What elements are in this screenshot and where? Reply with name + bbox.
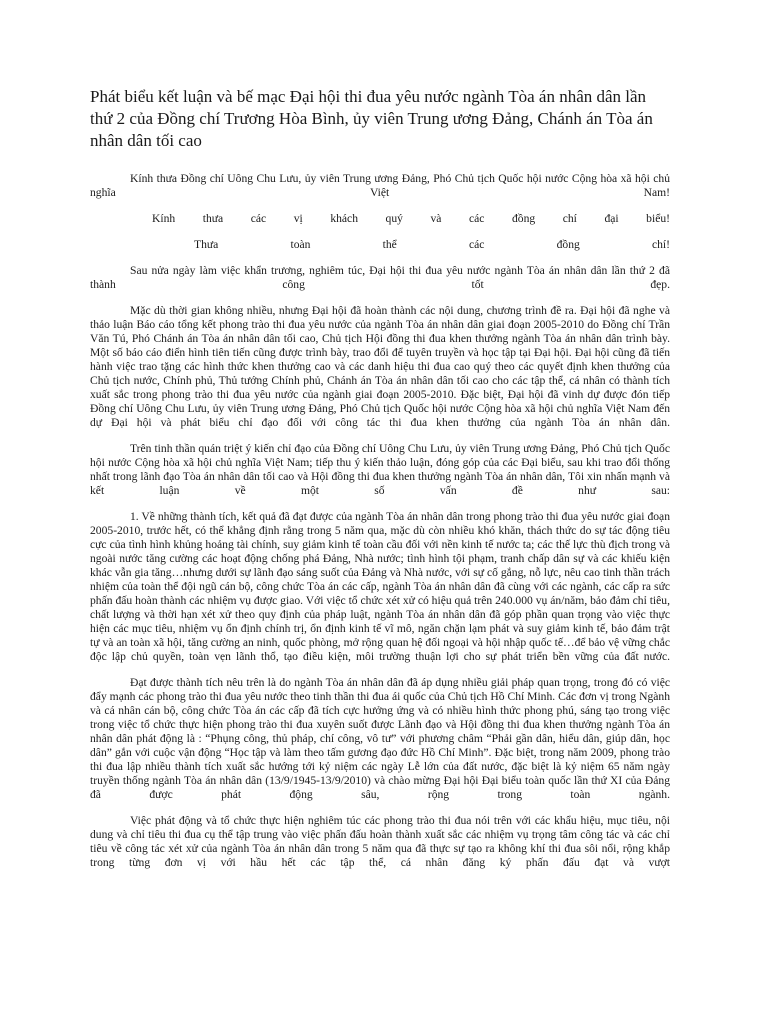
body-paragraph: Sau nửa ngày làm việc khẩn trương, nghiêm túc, Đại hội thi đua yêu nước ngành Tòa án nhân dân lần thứ 2 đã thành công tốt đẹp.: [90, 264, 670, 291]
greeting-paragraph: Thưa toàn thể các đồng chí!: [194, 238, 670, 251]
greeting-paragraph: Kính thưa Đồng chí Uông Chu Lưu, ủy viên Trung ương Đảng, Phó Chủ tịch Quốc hội nước Cộng hòa xã hội chủ nghĩa Việt Nam!: [90, 172, 670, 199]
document-page: [90, 86, 670, 870]
body-paragraph: Trên tinh thần quán triệt ý kiến chỉ đạo của Đồng chí Uông Chu Lưu, ủy viên Trung ương Đảng, Phó Chủ tịch Quốc hội nước Cộng hòa xã hội chủ nghĩa Việt Nam; tiếp thu ý kiến thảo luận, đóng góp của các Đại biểu, sau khi trao đổi thống nhất trong lãnh đạo Tòa án nhân dân tối cao và Hội đồng thi đua khen thưởng ngành Tòa án nhân dân, Tôi xin nhấn mạnh và kết luận về một số vấn đề như sau:: [90, 442, 670, 497]
body-paragraph: Việc phát động và tổ chức thực hiện nghiêm túc các phong trào thi đua nói trên với các khẩu hiệu, mục tiêu, nội dung và chỉ tiêu thi đua cụ thể tập trung vào việc phấn đấu hoàn thành xuất sắc các nhiệm vụ trọng tâm công tác và các chỉ tiêu về công tác xét xử của ngành Tòa án nhân dân trong 5 năm qua đã thực sự tạo ra không khí thi đua sôi nổi, rộng khắp trong từng đơn vị với hầu hết các tập thể, cá nhân đăng ký phấn đấu đạt và vượt: [90, 814, 670, 869]
greeting-paragraph: Kính thưa các vị khách quý và các đồng chí đại biểu!: [152, 212, 670, 225]
body-paragraph: Đạt được thành tích nêu trên là do ngành Tòa án nhân dân đã áp dụng nhiều giải pháp quan trọng, trong đó có việc đẩy mạnh các phong trào thi đua yêu nước theo tinh thần thi đua ái quốc của Chủ tịch Hồ Chí Minh. Các đơn vị trong Ngành và cá nhân cán bộ, công chức Tòa án các cấp đã tích cực hưởng ứng và có nhiều hình thức phong phú, sáng tạo trong việc trong việc tổ chức thực hiện phong trào thi đua xuyên suốt được Lãnh đạo và Hội đồng thi đua khen thưởng ngành Tòa án nhân dân phát động là : “Phụng công, thủ pháp, chí công, vô tư” với phương châm “Phải gần dân, hiểu dân, giúp dân, học dân” gắn với cuộc vận động “Học tập và làm theo tấm gương đạo đức Hồ Chí Minh”. Đặc biệt, trong năm 2009, phong trào thi đua lập nhiều thành tích xuất sắc hướng tới kỷ niệm các ngày Lễ lớn của đất nước, đặc biệt là kỷ niệm 65 năm ngày truyền thống ngành Tòa án nhân dân (13/9/1945-13/9/2010) và chào mừng Đại hội Đại biểu toàn quốc lần thứ XI của Đảng đã được phát động sâu, rộng trong toàn ngành.: [90, 676, 670, 801]
document-title: Phát biểu kết luận và bế mạc Đại hội thi đua yêu nước ngành Tòa án nhân dân lần thứ 2 của Đồng chí Trương Hòa Bình, ủy viên Trung ương Đảng, Chánh án Tòa án nhân dân tối cao: [90, 87, 653, 150]
body-paragraph: 1. Về những thành tích, kết quả đã đạt được của ngành Tòa án nhân dân trong phong trào thi đua yêu nước giai đoạn 2005-2010, trước hết, có thể khẳng định rằng trong 5 năm qua, mặc dù còn nhiều khó khăn, thách thức do sự tác động tiêu cực của tình hình khủng hoảng tài chính, suy giảm kinh tế toàn cầu đối với nền kinh tế nước ta; các thế lực thù địch trong và ngoài nước tăng cường các hoạt động chống phá Đảng, Nhà nước; tình hình tội phạm, tranh chấp dân sự và các khiếu kiện khác vẫn gia tăng…nhưng dưới sự lãnh đạo sáng suốt của Đảng và Nhà nước, với sự cố gắng, nỗ lực, nêu cao tinh thần trách nhiệm của toàn thể đội ngũ cán bộ, công chức Tòa án các cấp, ngành Tòa án nhân dân đã cùng với các ngành, các cấp ra sức phấn đấu hoàn thành các nhiệm vụ được giao. Với việc tổ chức xét xử có hiệu quả trên 240.000 vụ án/năm, bảo đảm chỉ tiêu, chất lượng và thời hạn xét xử theo quy định của pháp luật, ngành Tòa án nhân dân đã góp phần quan trọng vào việc thực hiện các mục tiêu, nhiệm vụ ổn định chính trị, ổn định kinh tế vĩ mô, ngăn chặn lạm phát và suy giảm kinh tế, bảo đảm trật tự và an toàn xã hội, tăng cường an ninh, quốc phòng, mở rộng quan hệ đối ngoại và hội nhập quốc tế…để bảo vệ vững chắc độc lập chủ quyền, toàn vẹn lãnh thổ, tạo điều kiện, môi trường thuận lợi cho sự phát triển bền vững của đất nước.: [90, 510, 670, 663]
body-paragraph: Mặc dù thời gian không nhiều, nhưng Đại hội đã hoàn thành các nội dung, chương trình đề ra. Đại hội đã nghe và thảo luận Báo cáo tổng kết phong trào thi đua yêu nước của ngành Tòa án nhân dân giai đoạn 2005-2010 do Đồng chí Trần Văn Tú, Phó Chánh án Tòa án nhân dân tối cao, Chủ tịch Hội đồng thi đua khen thưởng ngành Tòa án nhân dân trình bày. Một số báo cáo điển hình tiên tiến cũng được trình bày, trao đổi để tuyên truyền và học tập tại Đại hội. Đại hội cũng đã tiến hành việc trao tặng các hình thức khen thưởng cao và các danh hiệu thi đua cao quý theo các quyết định khen thưởng của Chủ tịch nước, Chính phủ, Thủ tướng Chính phủ, Chánh án Tòa án nhân dân tối cao cho các tập thể, cá nhân có thành tích xuất sắc trong phong trào thi đua yêu nước của ngành giai đoạn 2005-2010. Đặc biệt, Đại hội đã vinh dự được đón tiếp Đồng chí Uông Chu Lưu, ủy viên Trung ương Đảng, Phó Chủ tịch Quốc hội nước Cộng hòa xã hội chủ nghĩa Việt Nam đến dự Đại hội và phát biểu chỉ đạo đối với công tác thi đua khen thưởng của ngành Tòa án nhân dân.: [90, 304, 670, 429]
